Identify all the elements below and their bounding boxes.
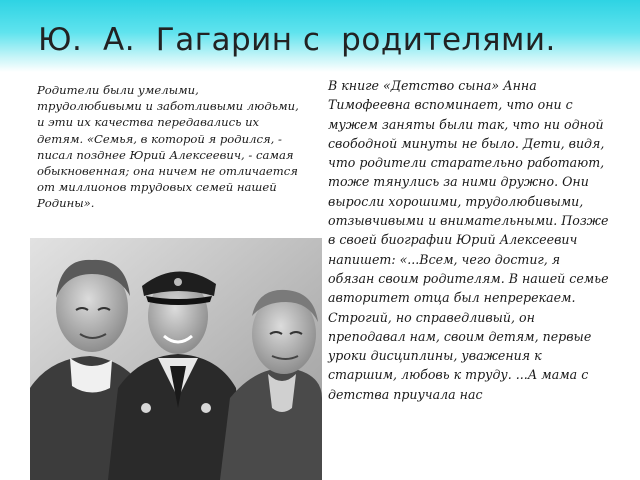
slide-title: Ю. А. Гагарин с родителями. [38, 22, 556, 58]
family-photo-image [30, 238, 322, 480]
right-text-block: В книге «Детство сына» Анна Тимофеевна вспоминает, что они с мужем заняты были так, что ни одной свободной минуты не было. Дети, видя, что родители старательно работают, тоже тянулись за ними дружно. Они выросли хорошими, трудолюбивыми, отзывчивыми и внимательными. Позже в своей биографии Юрий Алексеевич напишет: «...Всем, чего достиг, я обязан своим родителям. В нашей семье авторитет отца был непререкаем. Строгий, но справедливый, он преподавал нам, своим детям, первые уроки дисциплины, уважения к старшим, любовь к труду. ...А мама с детства приучала нас [328, 78, 609, 402]
left-text-block: Родители были умелыми, трудолюбивыми и заботливыми людьми, и эти их качества передавались их детям. «Семья, в которой я родился, - писал позднее Юрий Алексеевич, - самая обыкновенная; она ничем не отличается от миллионов трудовых семей нашей Родины». [37, 83, 299, 211]
family-photo [30, 238, 322, 480]
